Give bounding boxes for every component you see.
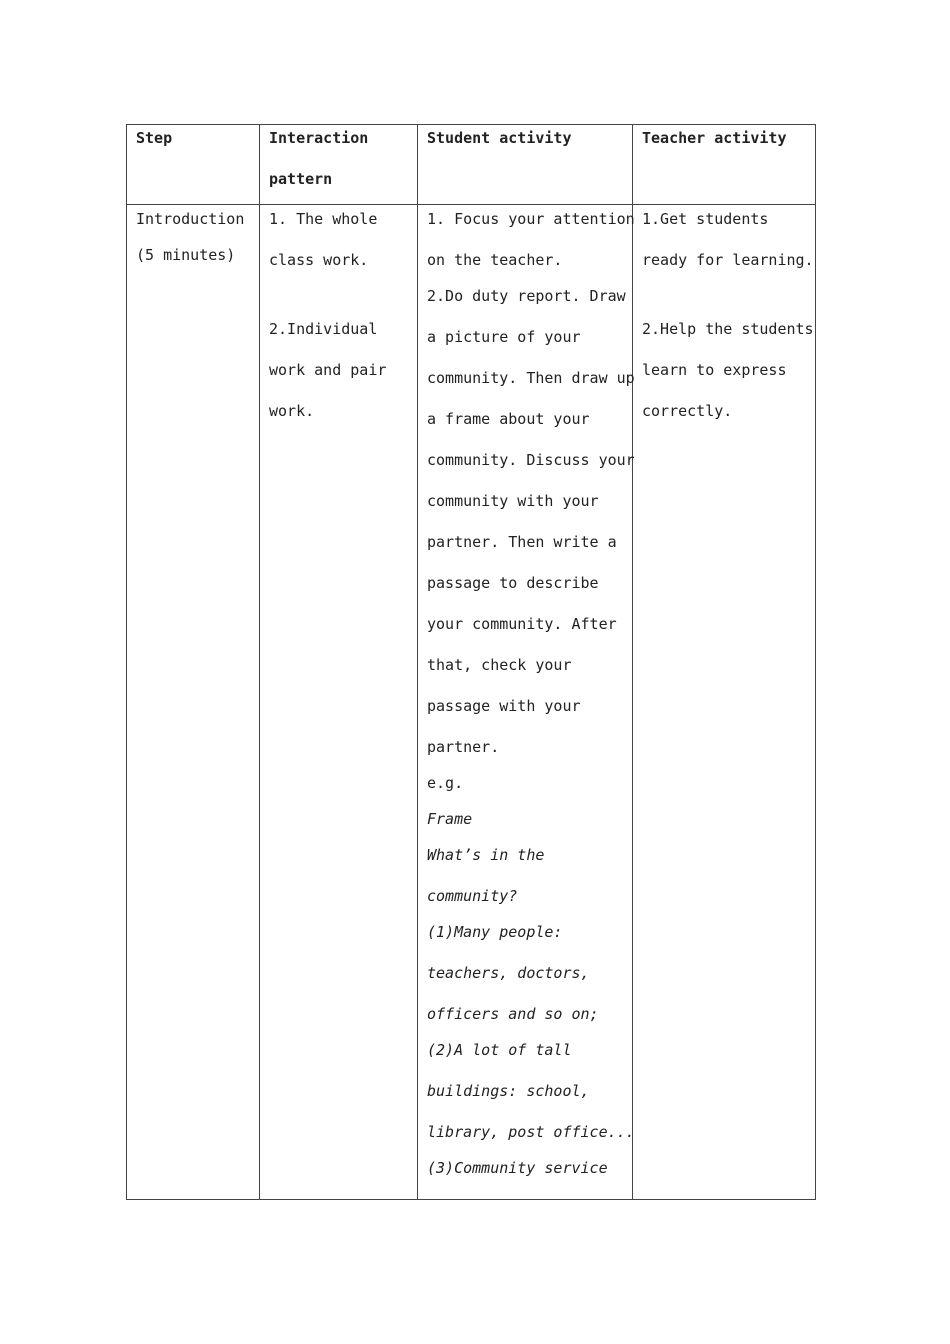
- frame-point-2: (2)A lot of tall buildings: school, library, post office...: [427, 1041, 635, 1141]
- header-step-label: Step: [136, 129, 173, 147]
- teacher-item-1: 1.Get students ready for learning.: [642, 210, 814, 269]
- header-student-label: Student activity: [427, 129, 572, 147]
- header-interaction: [269, 118, 368, 200]
- header-student-activity: [427, 118, 572, 159]
- step-cell: [136, 204, 244, 276]
- step-line: Introduction: [136, 210, 245, 228]
- column-divider: [259, 125, 260, 1199]
- header-interaction-line: pattern: [269, 170, 333, 188]
- interaction-cell: [269, 204, 386, 437]
- teacher-item-2: 2.Help the students learn to express correctly.: [642, 320, 814, 420]
- step-line: (5 minutes): [136, 246, 236, 264]
- header-teacher-label: Teacher activity: [642, 129, 787, 147]
- lesson-plan-table: [126, 124, 816, 1200]
- student-activity-cell: [427, 204, 635, 1189]
- example-label: e.g.: [427, 774, 464, 792]
- frame-point-3: (3)Community service: [427, 1159, 608, 1177]
- frame-question: What’s in the community?: [427, 846, 545, 905]
- interaction-item-1: 1. The whole class work.: [269, 210, 378, 269]
- header-step: [136, 118, 172, 159]
- header-interaction-line: Interaction: [269, 129, 369, 147]
- teacher-activity-cell: [642, 204, 814, 437]
- interaction-item-2: 2.Individual work and pair work.: [269, 320, 387, 420]
- header-teacher-activity: [642, 118, 787, 159]
- frame-point-1: (1)Many people: teachers, doctors, officers and so on;: [427, 923, 599, 1023]
- frame-label: Frame: [427, 810, 473, 828]
- column-divider: [417, 125, 418, 1199]
- student-item-1: 1. Focus your attention on the teacher.: [427, 210, 635, 269]
- student-item-2: 2.Do duty report. Draw a picture of your community. Then draw up a frame about your community. Discuss your community with your partner. Then write a passage to describe your community. After that, check your passage with your partner.: [427, 287, 635, 756]
